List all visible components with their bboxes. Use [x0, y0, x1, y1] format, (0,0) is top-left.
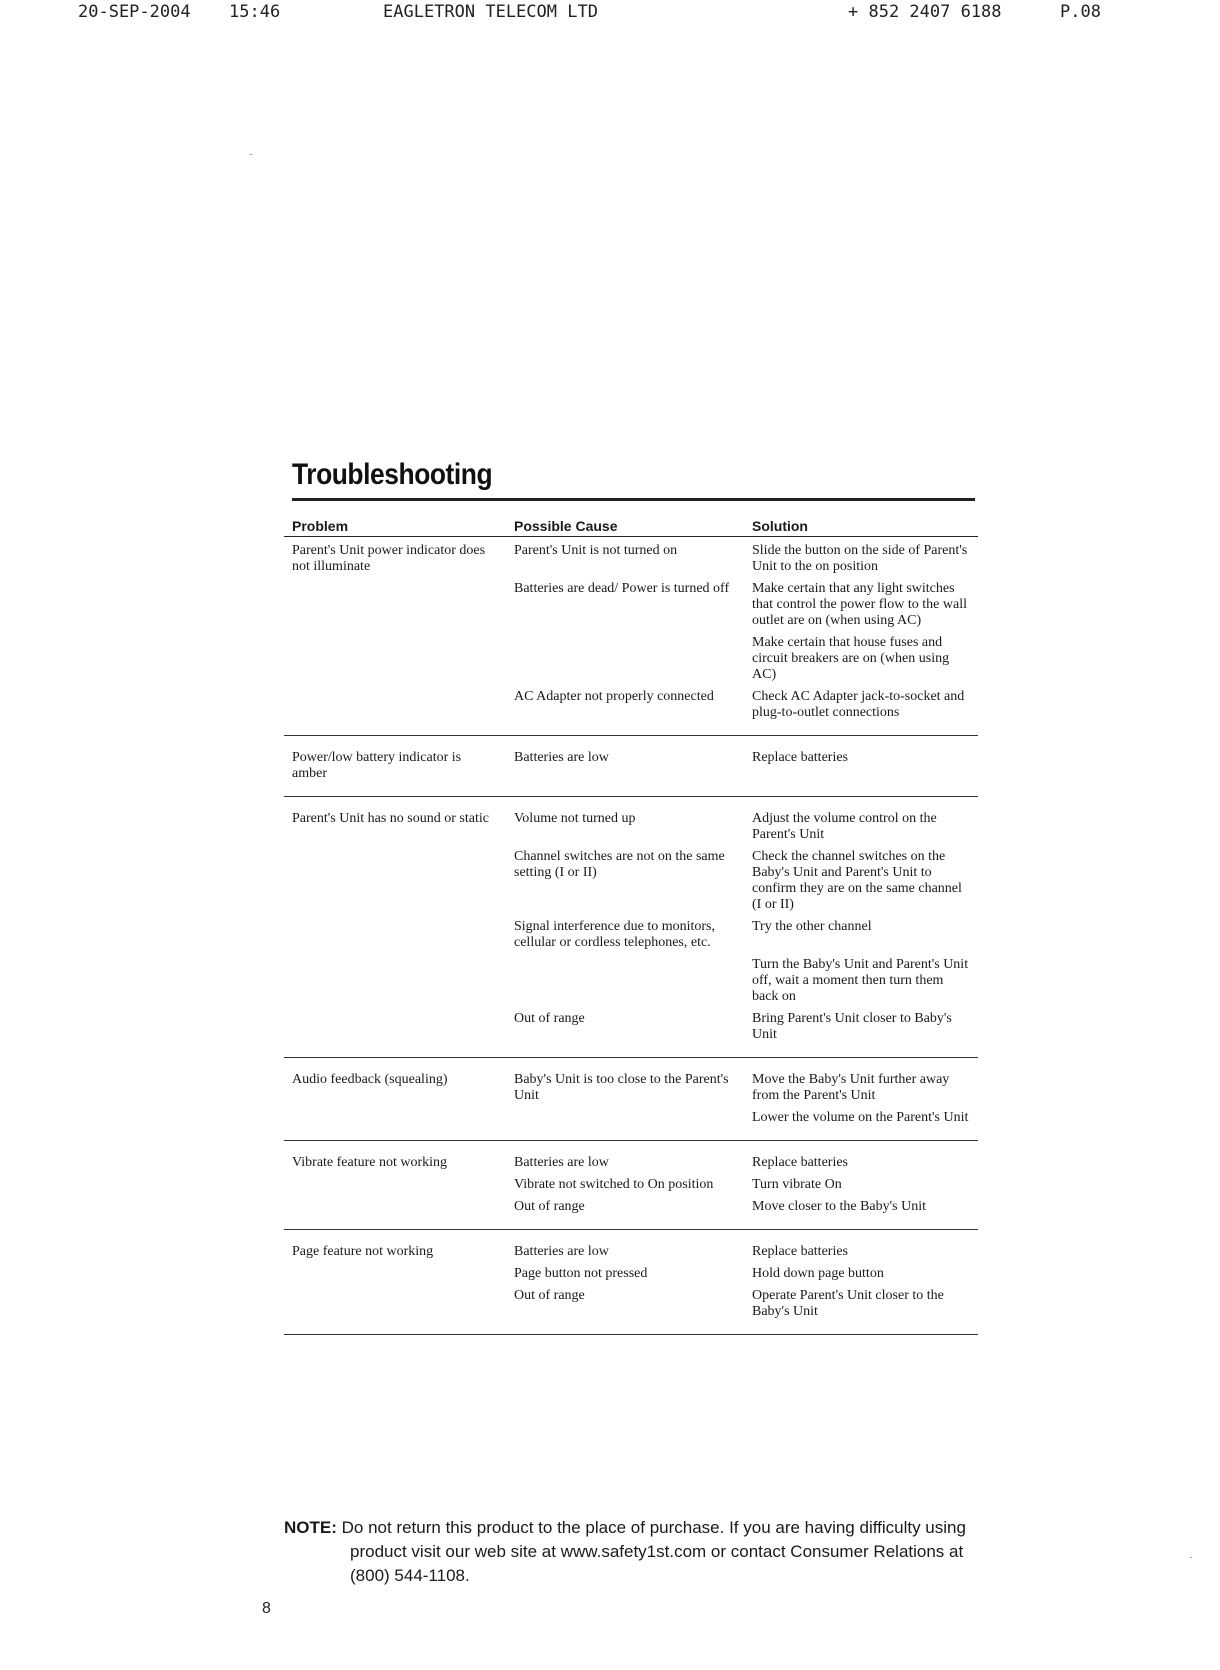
table-header-row — [284, 514, 978, 537]
scan-speck — [250, 154, 252, 155]
column-header-cause: Possible Cause — [506, 514, 744, 537]
cause-cell: Batteries are dead/ Power is turned off — [514, 581, 730, 596]
problem-cell — [284, 1282, 506, 1335]
cause-cell: Batteries are low — [506, 736, 744, 797]
cause-cell: Volume not turned up — [514, 811, 636, 826]
cause-cell: Signal interference due to monitors, cellular or cordless telephones, etc. — [514, 919, 715, 950]
cause-cell: AC Adapter not properly connected — [506, 683, 744, 736]
fax-page-number: P.08 — [1060, 2, 1101, 22]
solution-cell: Lower the volume on the Parent's Unit — [744, 1104, 978, 1141]
cause-cell: Baby's Unit is too close to the Parent's Unit — [514, 1072, 729, 1103]
table-row — [284, 1058, 978, 1105]
note-body — [284, 1516, 984, 1588]
cause-cell: Batteries are low — [514, 1244, 609, 1259]
note — [284, 1516, 984, 1588]
note-text: Do not return this product to the place of purchase. If you are having difficulty using product visit our web site at www.safety1st.com or contact Consumer Relations at (800) 544-1108. — [341, 1518, 966, 1585]
table-row — [284, 1104, 978, 1141]
solution-cell: Make certain that house fuses and circuit breakers are on (when using AC) — [752, 635, 950, 682]
page-title: Troubleshooting — [292, 458, 493, 491]
table-row — [284, 629, 978, 683]
problem-cell — [284, 1260, 506, 1282]
solution-cell: Check the channel switches on the Baby's Unit and Parent's Unit to confirm they are on the same channel (I or II) — [752, 849, 962, 912]
solution-cell: Adjust the volume control on the Parent's Unit — [752, 811, 937, 842]
table-row — [284, 1171, 978, 1193]
table-row — [284, 797, 978, 844]
problem-cell — [284, 951, 506, 1005]
troubleshooting-table — [284, 514, 978, 1335]
solution-cell: Hold down page button — [752, 1266, 884, 1281]
cause-cell: Out of range — [506, 1193, 744, 1230]
table-row — [284, 1005, 978, 1058]
table-row — [284, 913, 978, 951]
solution-cell: Move closer to the Baby's Unit — [744, 1193, 978, 1230]
cause-cell: Parent's Unit is not turned on — [514, 543, 678, 558]
page-number: 8 — [262, 1600, 271, 1617]
table-row — [284, 683, 978, 736]
problem-cell — [284, 683, 506, 736]
problem-cell — [284, 629, 506, 683]
column-header-problem: Problem — [284, 514, 506, 537]
scan-speck — [1190, 1557, 1192, 1558]
table-row — [284, 537, 978, 576]
solution-cell: Replace batteries — [752, 1155, 849, 1170]
table-row — [284, 1282, 978, 1335]
cause-cell: Out of range — [506, 1005, 744, 1058]
cause-cell: Batteries are low — [514, 1155, 609, 1170]
table-body — [284, 537, 978, 1335]
problem-cell — [284, 1005, 506, 1058]
problem-cell: Parent's Unit has no sound or static — [292, 811, 489, 826]
problem-cell: Audio feedback (squealing) — [292, 1072, 448, 1087]
solution-cell: Bring Parent's Unit closer to Baby's Unit — [744, 1005, 978, 1058]
table-row — [284, 1141, 978, 1172]
solution-cell: Try the other channel — [752, 919, 872, 934]
problem-cell: Vibrate feature not working — [292, 1155, 448, 1170]
cause-cell: Page button not pressed — [514, 1266, 648, 1281]
cause-cell: Channel switches are not on the same setting (I or II) — [514, 849, 725, 880]
problem-cell — [284, 1193, 506, 1230]
cause-cell: Out of range — [506, 1282, 744, 1335]
fax-sender-phone: + 852 2407 6188 — [848, 2, 1002, 22]
cause-cell — [506, 1104, 744, 1141]
solution-cell: Slide the button on the side of Parent's Unit to the on position — [752, 543, 968, 574]
column-header-solution: Solution — [744, 514, 978, 537]
problem-cell: Power/low battery indicator is amber — [284, 736, 506, 797]
solution-cell: Replace batteries — [752, 1244, 849, 1259]
solution-cell: Make certain that any light switches that control the power flow to the wall outlet are on (when using AC) — [752, 581, 967, 628]
table-row — [284, 575, 978, 629]
problem-cell: Page feature not working — [292, 1244, 434, 1259]
fax-date: 20-SEP-2004 — [78, 2, 191, 22]
table-row — [284, 1260, 978, 1282]
problem-cell — [284, 575, 506, 629]
note-label: NOTE: — [284, 1518, 337, 1537]
solution-cell: Move the Baby's Unit further away from the Parent's Unit — [752, 1072, 950, 1103]
table-row — [284, 1230, 978, 1261]
table-row — [284, 736, 978, 797]
cause-cell: Vibrate not switched to On position — [514, 1177, 714, 1192]
problem-cell — [284, 1171, 506, 1193]
solution-cell: Operate Parent's Unit closer to the Baby's Unit — [744, 1282, 978, 1335]
problem-cell — [284, 1104, 506, 1141]
solution-cell: Replace batteries — [744, 736, 978, 797]
fax-sender-company: EAGLETRON TELECOM LTD — [383, 2, 598, 22]
cause-cell — [506, 951, 744, 1005]
problem-cell — [284, 843, 506, 913]
title-rule — [292, 498, 975, 501]
table-row — [284, 951, 978, 1005]
solution-cell: Turn vibrate On — [752, 1177, 842, 1192]
solution-cell: Check AC Adapter jack-to-socket and plug-to-outlet connections — [744, 683, 978, 736]
fax-header — [0, 0, 1220, 30]
solution-cell: Turn the Baby's Unit and Parent's Unit off, wait a moment then turn them back on — [752, 957, 969, 1004]
cause-cell — [506, 629, 744, 683]
problem-cell: Parent's Unit power indicator does not illuminate — [292, 543, 486, 574]
problem-cell — [284, 913, 506, 951]
table-row — [284, 843, 978, 913]
fax-time: 15:46 — [229, 2, 281, 22]
table-row — [284, 1193, 978, 1230]
